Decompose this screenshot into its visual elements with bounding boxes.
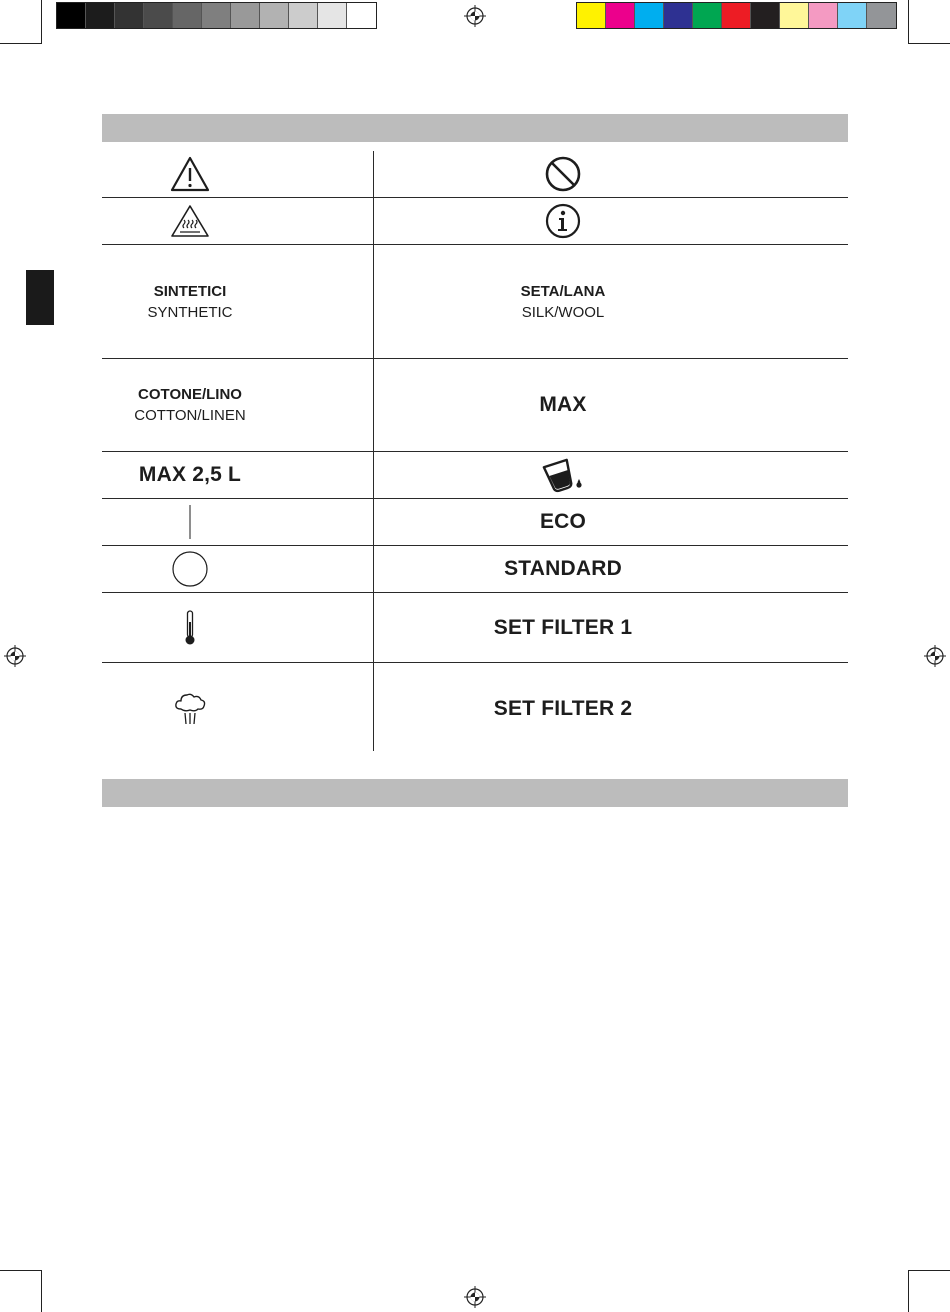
table-row (102, 452, 848, 499)
steam-icon (173, 691, 207, 727)
vertical-line-icon (188, 505, 192, 539)
table-cell (475, 499, 651, 545)
process-color-bar (576, 2, 897, 29)
language-side-tab (26, 270, 54, 325)
hot-surface-icon (169, 203, 211, 239)
table-cell (475, 663, 651, 754)
color-swatch (780, 3, 809, 28)
fabric-label-english: SYNTHETIC (147, 303, 233, 321)
color-swatch (867, 3, 896, 28)
table-row (102, 245, 848, 359)
table-row (102, 593, 848, 663)
color-swatch (289, 3, 318, 28)
info-icon (544, 202, 582, 240)
crop-mark (908, 1270, 950, 1271)
fabric-label-english: SILK/WOOL (521, 303, 605, 321)
color-swatch (86, 3, 115, 28)
color-swatch (347, 3, 376, 28)
table-cell (102, 663, 278, 754)
color-swatch (318, 3, 347, 28)
standard-label: STANDARD (504, 557, 622, 580)
warning-triangle-icon (169, 155, 211, 193)
eco-label: ECO (539, 510, 587, 533)
table-cell (475, 151, 651, 197)
max-capacity-label: MAX 2,5 L (138, 463, 242, 486)
table-row (102, 198, 848, 245)
color-swatch (606, 3, 635, 28)
crop-mark (908, 1270, 909, 1312)
prohibited-icon (544, 155, 582, 193)
table-cell (102, 499, 278, 545)
table-cell (102, 452, 278, 498)
table-cell (102, 245, 278, 358)
table-cell (102, 546, 278, 592)
color-swatch (577, 3, 606, 28)
table-cell (475, 359, 651, 451)
registration-mark-icon (464, 5, 486, 27)
crop-mark (41, 1270, 42, 1312)
color-swatch (260, 3, 289, 28)
color-swatch (809, 3, 838, 28)
crop-mark (41, 0, 42, 44)
symbols-table (102, 151, 848, 754)
color-swatch (693, 3, 722, 28)
color-swatch (57, 3, 86, 28)
color-swatch (115, 3, 144, 28)
table-row (102, 151, 848, 198)
table-cell (102, 198, 278, 244)
table-row (102, 499, 848, 546)
table-cell (475, 452, 651, 498)
table-cell (475, 546, 651, 592)
crop-mark (908, 0, 909, 44)
section-header-bar (102, 114, 848, 142)
table-cell (475, 593, 651, 662)
table-cell (475, 245, 651, 358)
color-swatch (664, 3, 693, 28)
table-row (102, 663, 848, 754)
fabric-label-italian: SINTETICI (153, 282, 227, 300)
circle-icon (171, 550, 209, 588)
table-cell (475, 198, 651, 244)
color-swatch (202, 3, 231, 28)
fabric-label-english: COTTON/LINEN (134, 407, 246, 424)
registration-mark-icon (4, 645, 26, 667)
table-cell (102, 151, 278, 197)
color-swatch (751, 3, 780, 28)
fabric-label-italian: SETA/LANA (520, 282, 606, 300)
color-swatch (635, 3, 664, 28)
registration-mark-icon (924, 645, 946, 667)
crop-mark (0, 1270, 42, 1271)
table-cell (102, 359, 278, 451)
fabric-label-italian: COTONE/LINO (138, 386, 242, 403)
color-swatch (231, 3, 260, 28)
color-swatch (173, 3, 202, 28)
table-row (102, 546, 848, 593)
set-filter-1-label: SET FILTER 1 (493, 615, 633, 639)
color-swatch (144, 3, 173, 28)
table-row (102, 359, 848, 452)
color-swatch (838, 3, 867, 28)
crop-mark (0, 43, 42, 44)
set-filter-2-label: SET FILTER 2 (493, 696, 633, 720)
registration-mark-icon (464, 1286, 486, 1308)
grayscale-color-bar (56, 2, 377, 29)
color-swatch (722, 3, 751, 28)
section-header-bar (102, 779, 848, 807)
crop-mark (908, 43, 950, 44)
thermometer-icon (184, 610, 196, 646)
pour-water-cup-icon (541, 457, 585, 493)
table-cell (102, 593, 278, 662)
max-label: MAX (539, 393, 587, 416)
